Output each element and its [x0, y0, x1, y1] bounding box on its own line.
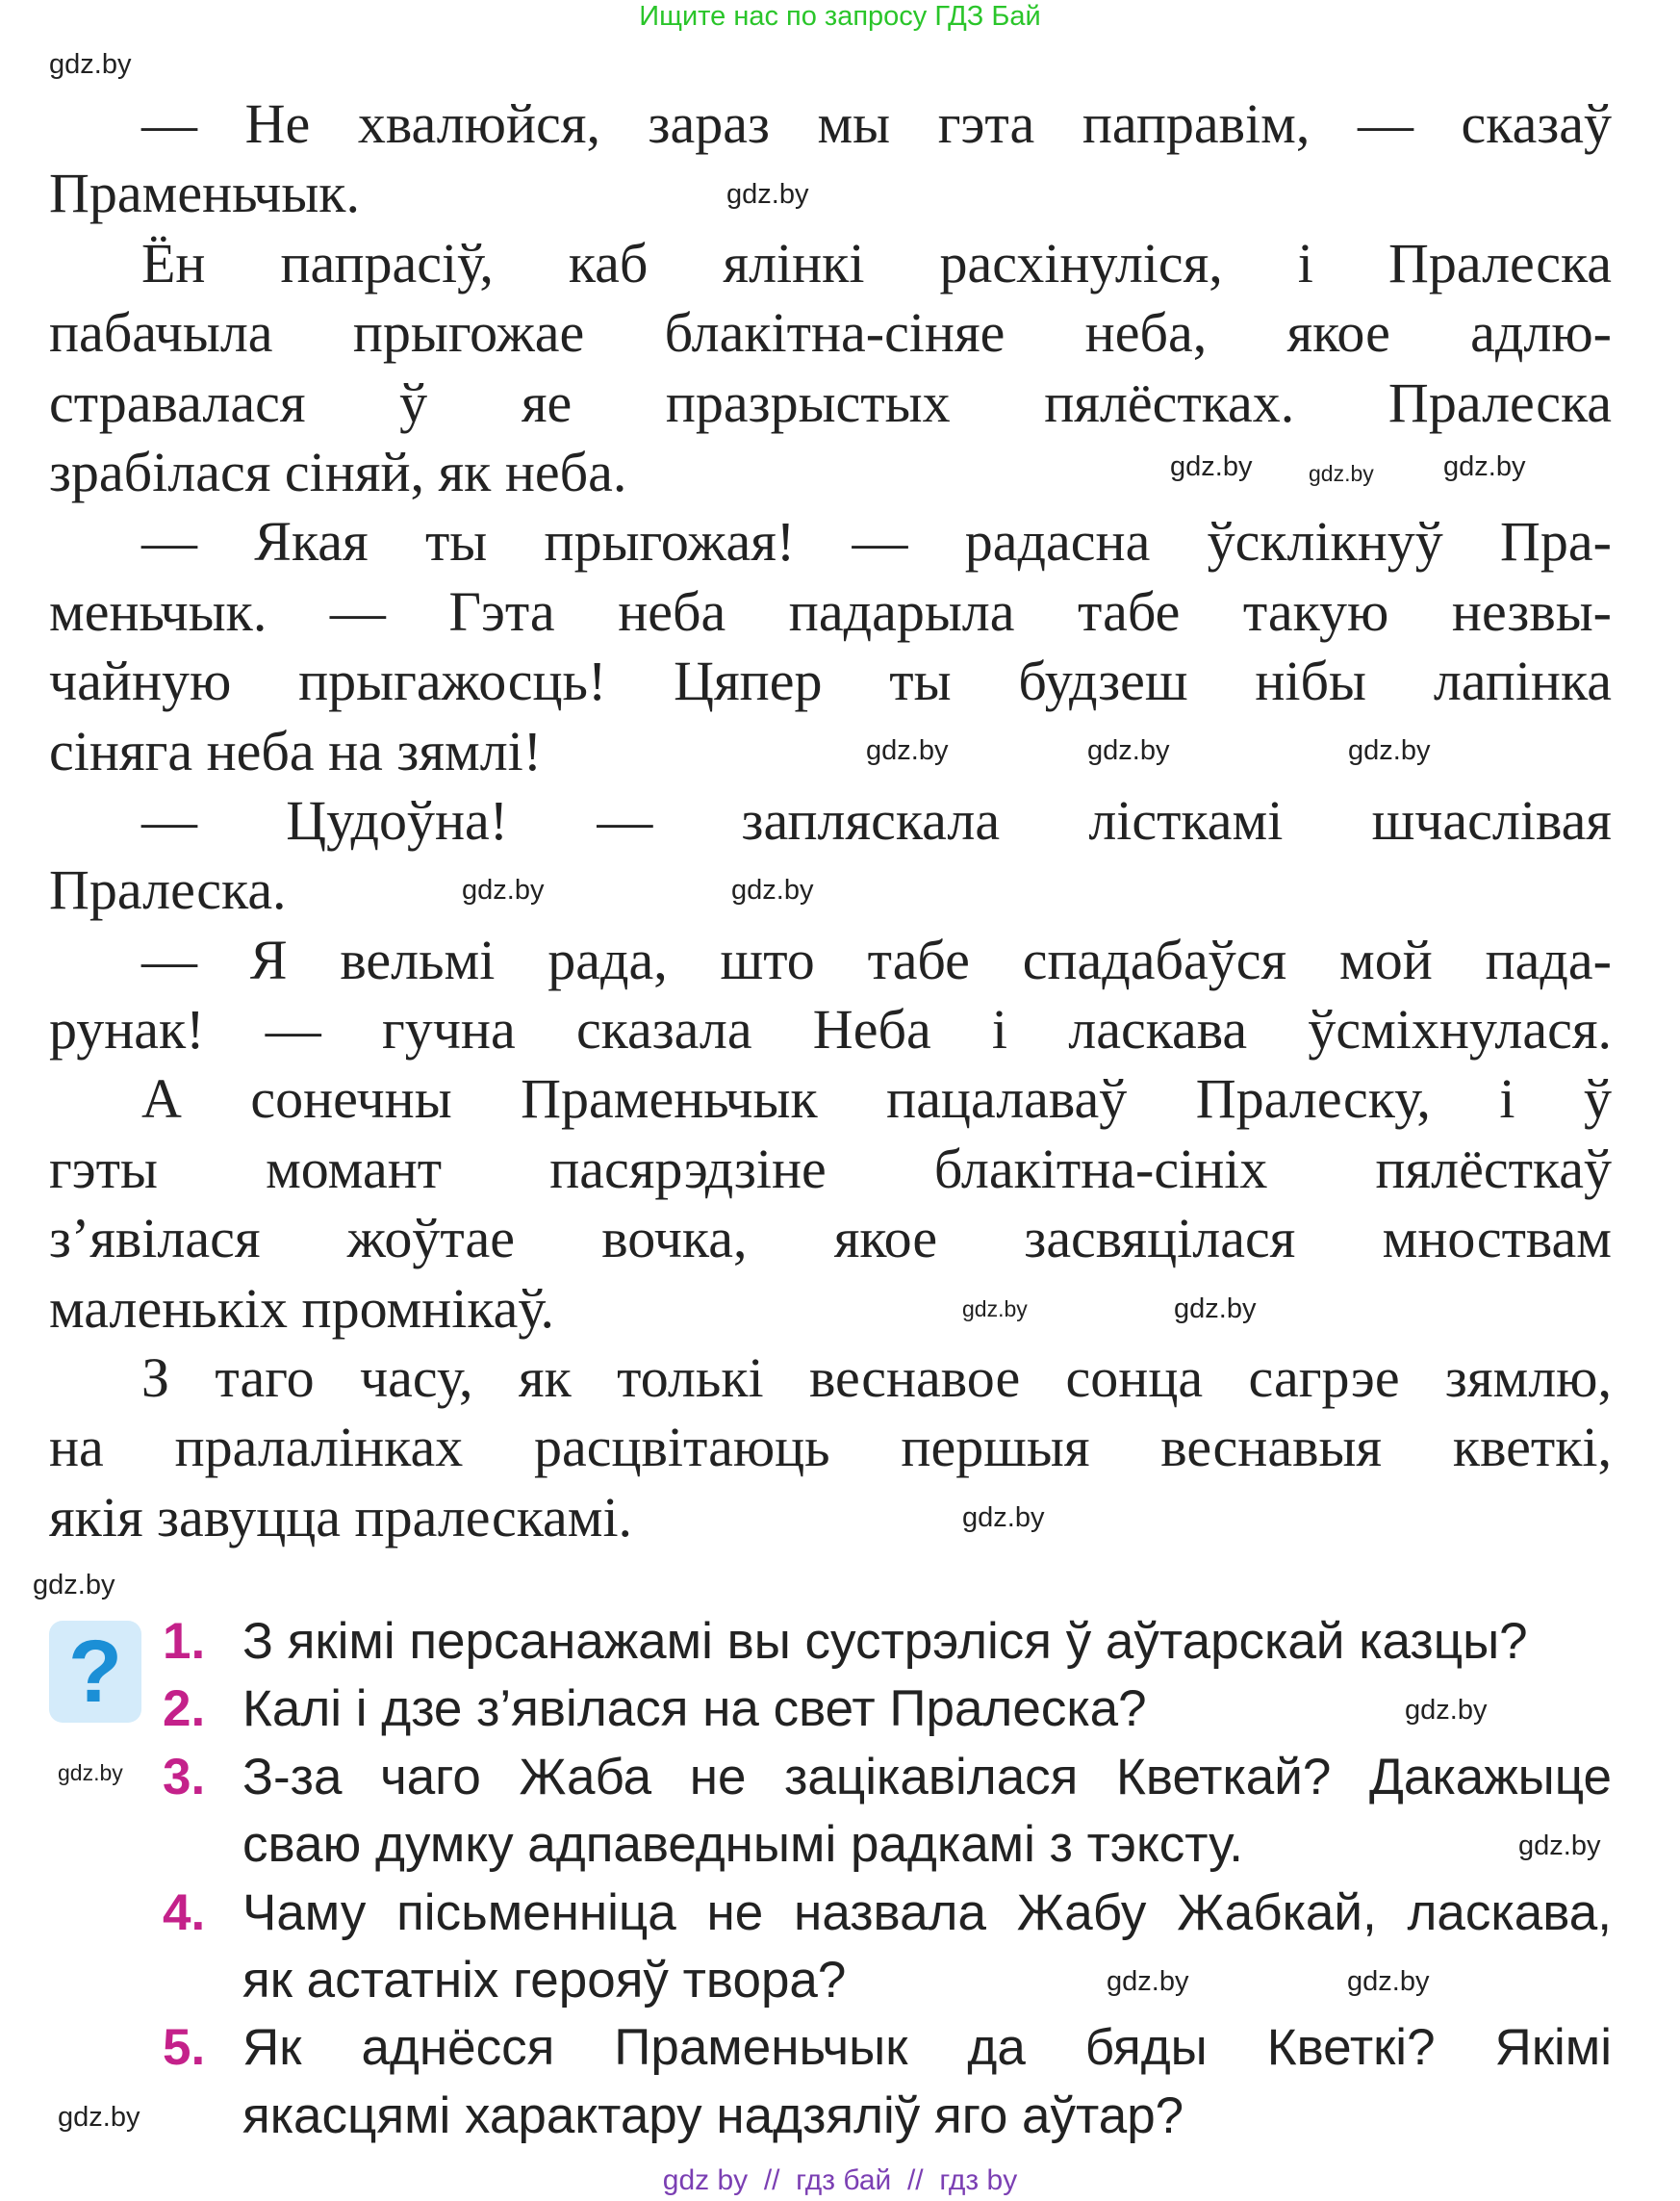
- story-line: — Я вельмі рада, што табе спадабаўся мой пада-: [141, 928, 1612, 991]
- watermark: gdz.by: [1405, 1695, 1488, 1726]
- question-text: Калі і дзе з’явілася на свет Пралеска?: [242, 1680, 1147, 1738]
- question-number: 4.: [163, 1883, 206, 1941]
- question-text: як астатніх герояў твора?: [242, 1951, 847, 2009]
- question-number: 2.: [163, 1680, 206, 1738]
- story-line: з’явілася жоўтае вочка, якое засвяцілася мноствам: [49, 1207, 1612, 1270]
- story-line: меньчык. — Гэта неба падарыла табе такую незвы-: [49, 579, 1612, 643]
- question-text: Як аднёсся Праменьчык да бяды Кветкі? Якімі: [242, 2019, 1612, 2077]
- watermark: gdz.by: [962, 1502, 1045, 1533]
- question-number: 3.: [163, 1748, 206, 1805]
- question-item: [163, 1880, 1612, 1947]
- watermark: gdz.by: [1174, 1293, 1257, 1324]
- watermark: gdz.by: [1309, 461, 1374, 486]
- footer-links: gdz by // гдз бай // гдз by: [662, 2164, 1018, 2196]
- watermark: gdz.by: [1170, 451, 1253, 482]
- story-line: маленькіх промнікаў.: [49, 1276, 555, 1340]
- story-line: на пралалінках расцвітаюць першыя веснавыя кветкі,: [49, 1416, 1612, 1479]
- story-line: гэты момант пасярэдзіне блакітна-сініх пялёсткаў: [49, 1137, 1612, 1200]
- watermark: gdz.by: [58, 2102, 140, 2133]
- search-hint-banner: Ищите нас по запросу ГДЗ Бай: [639, 1, 1041, 32]
- question-item: [163, 1676, 1612, 1743]
- watermark: gdz.by: [33, 1570, 115, 1600]
- question-text: З-за чаго Жаба не зацікавілася Кветкай? Дакажыце: [242, 1748, 1612, 1805]
- question-text: З якімі персанажамі вы сустрэліся ў аўтарскай казцы?: [242, 1613, 1528, 1670]
- story-line: — Цудоўна! — запляскала лісткамі шчаслівая: [141, 788, 1612, 852]
- question-item: [163, 1608, 1612, 1676]
- watermark: gdz.by: [1087, 735, 1170, 766]
- story-line: чайную прыгажосць! Цяпер ты будзеш нібы лапінка: [49, 650, 1612, 713]
- story-line: А сонечны Праменьчык пацалаваў Пралеску, і ў: [141, 1067, 1612, 1131]
- watermark: gdz.by: [462, 875, 545, 906]
- watermark: gdz.by: [49, 49, 132, 80]
- story-line: рунак! — гучна сказала Неба і ласкава ўсміхнулася.: [49, 998, 1612, 1062]
- watermark: gdz.by: [726, 179, 809, 210]
- question-item: [163, 1744, 1612, 1811]
- story-line: З таго часу, як толькі веснавое сонца сагрэе зямлю,: [141, 1346, 1612, 1410]
- story-line: якія завуцца пралескамі.: [49, 1485, 633, 1548]
- watermark: gdz.by: [1347, 1966, 1430, 1997]
- question-number: 5.: [163, 2019, 206, 2077]
- question-icon: ?: [49, 1621, 141, 1723]
- watermark: gdz.by: [58, 1760, 123, 1785]
- watermark: gdz.by: [1443, 451, 1526, 482]
- story-line: пабачыла прыгожае блакітна-сіняе неба, якое адлю-: [49, 301, 1612, 365]
- watermark: gdz.by: [731, 875, 814, 906]
- question-number: 1.: [163, 1613, 206, 1670]
- story-line: Пралеска.: [49, 858, 287, 922]
- story-line: стравалася ў яе празрыстых пялёстках. Пралеска: [49, 371, 1612, 434]
- question-text: Чаму пісьменніца не назвала Жабу Жабкай, ласкава,: [242, 1883, 1612, 1941]
- story-text: [49, 90, 1612, 1552]
- story-line: — Не хвалюйся, зараз мы гэта паправім, — сказаў: [141, 92, 1612, 155]
- story-line: Ён папрасіў, каб ялінкі расхінуліся, і Пралеска: [141, 231, 1612, 294]
- watermark: gdz.by: [962, 1296, 1028, 1321]
- watermark: gdz.by: [866, 735, 949, 766]
- watermark: gdz.by: [1348, 735, 1431, 766]
- story-line: зрабілася сіняй, як неба.: [49, 440, 627, 503]
- questions-list: [163, 1608, 1612, 2150]
- watermark: gdz.by: [1518, 1830, 1601, 1861]
- story-line: — Якая ты прыгожая! — радасна ўсклікнуў Пра-: [141, 510, 1612, 574]
- story-line: сіняга неба на зямлі!: [49, 719, 543, 782]
- question-text: сваю думку адпаведнымі радкамі з тэксту.: [242, 1816, 1244, 1874]
- question-item: [163, 2014, 1612, 2082]
- question-text: якасцямі характару надзяліў яго аўтар?: [242, 2086, 1184, 2144]
- story-line: Праменьчык.: [49, 162, 360, 225]
- watermark: gdz.by: [1107, 1966, 1189, 1997]
